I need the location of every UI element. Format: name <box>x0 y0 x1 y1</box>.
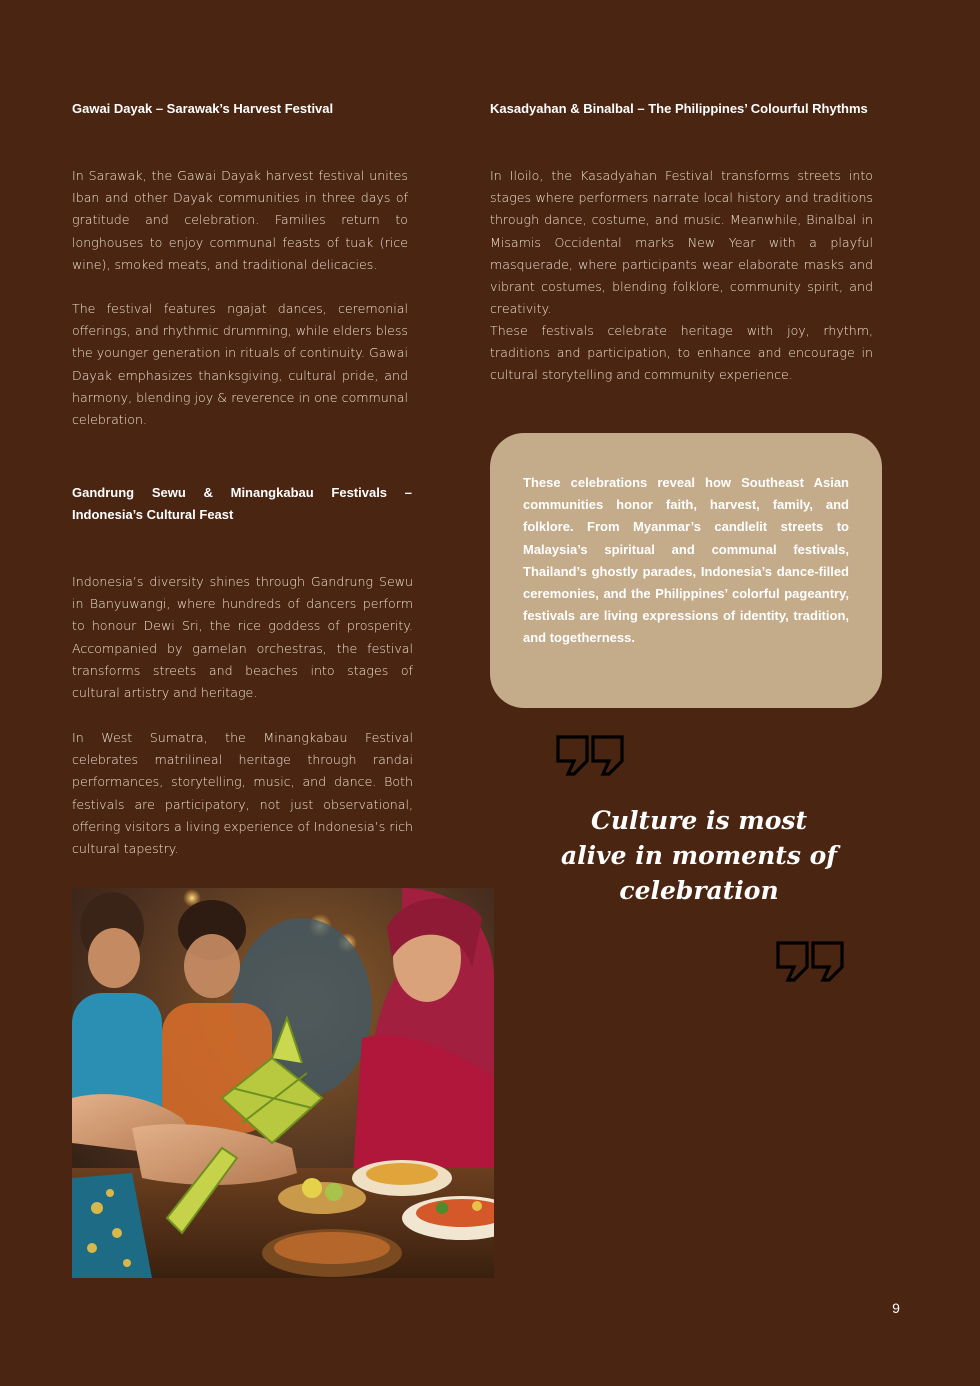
callout-box <box>490 433 882 708</box>
paragraph-gawai-dayak-2: The festival features ngajat dances, ceremonial offerings, and rhythmic drumming, while elders bless the younger generation in rituals of continuity. Gawai Dayak emphasizes thanksgiving, cultural pride, and harmony, blending joy & reverence in one communal celebration. <box>72 301 408 428</box>
section-heading-kasadyahan-binalbal: Kasadyahan & Binalbal – The Philippines’ Colourful Rhythms <box>490 101 868 116</box>
paragraph-minangkabau: In West Sumatra, the Minangkabau Festival celebrates matrilineal heritage through randai performances, storytelling, music, and dance. Both festivals are participatory, not just observational, offering visitors a living experience of Indonesia’s rich cultural tapestry. <box>72 730 413 857</box>
paragraph-kasadyahan-binalbal: In Iloilo, the Kasadyahan Festival transforms streets into stages where performers narrate local history and traditions through dance, costume, and music. Meanwhile, Binalbal in Misamis Occidental marks New Year with a playful masquerade, where participants wear elaborate masks and vibrant costumes, blending folklore, community spirit, and creativity. <box>490 168 873 317</box>
section-heading-gawai-dayak: Gawai Dayak – Sarawak’s Harvest Festival <box>72 101 334 116</box>
section-heading-gandrung-minangkabau: Gandrung Sewu & Minangkabau Festivals – Indonesia’s Cultural Feast <box>72 485 412 522</box>
paragraph-gawai-dayak-1: In Sarawak, the Gawai Dayak harvest festival unites Iban and other Dayak communities in three days of gratitude and celebration. Families return to longhouses to enjoy communal feasts of tuak (rice wine), smoked meats, and traditional delicacies. <box>72 168 408 272</box>
quote-open-icon <box>556 735 626 777</box>
callout-text: These celebrations reveal how Southeast Asian communities honor faith, harvest, family, and folklore. From Myanmar’s candlelit streets to Malaysia’s spiritual and communal festivals, Thailand’s ghostly parades, Indonesia’s dance-filled ceremonies, and the Philippines’ colorful pageantry, festivals are living expressions of identity, tradition, and togetherness. <box>523 475 849 646</box>
paragraph-festivals-celebrate: These festivals celebrate heritage with joy, rhythm, traditions and participation, to enhance and encourage in cultural storytelling and community experience. <box>490 323 873 383</box>
paragraph-gandrung-sewu: Indonesia’s diversity shines through Gandrung Sewu in Banyuwangi, where hundreds of dancers perform to honour Dewi Sri, the rice goddess of prosperity. Accompanied by gamelan orchestras, the festival transforms streets and beaches into stages of cultural artistry and heritage. <box>72 574 413 701</box>
quote-close-icon <box>776 941 846 983</box>
festive-meal-photo <box>72 888 494 1278</box>
pull-quote: Culture is most alive in moments of celebration <box>560 806 838 905</box>
page-number: 9 <box>892 1300 900 1316</box>
